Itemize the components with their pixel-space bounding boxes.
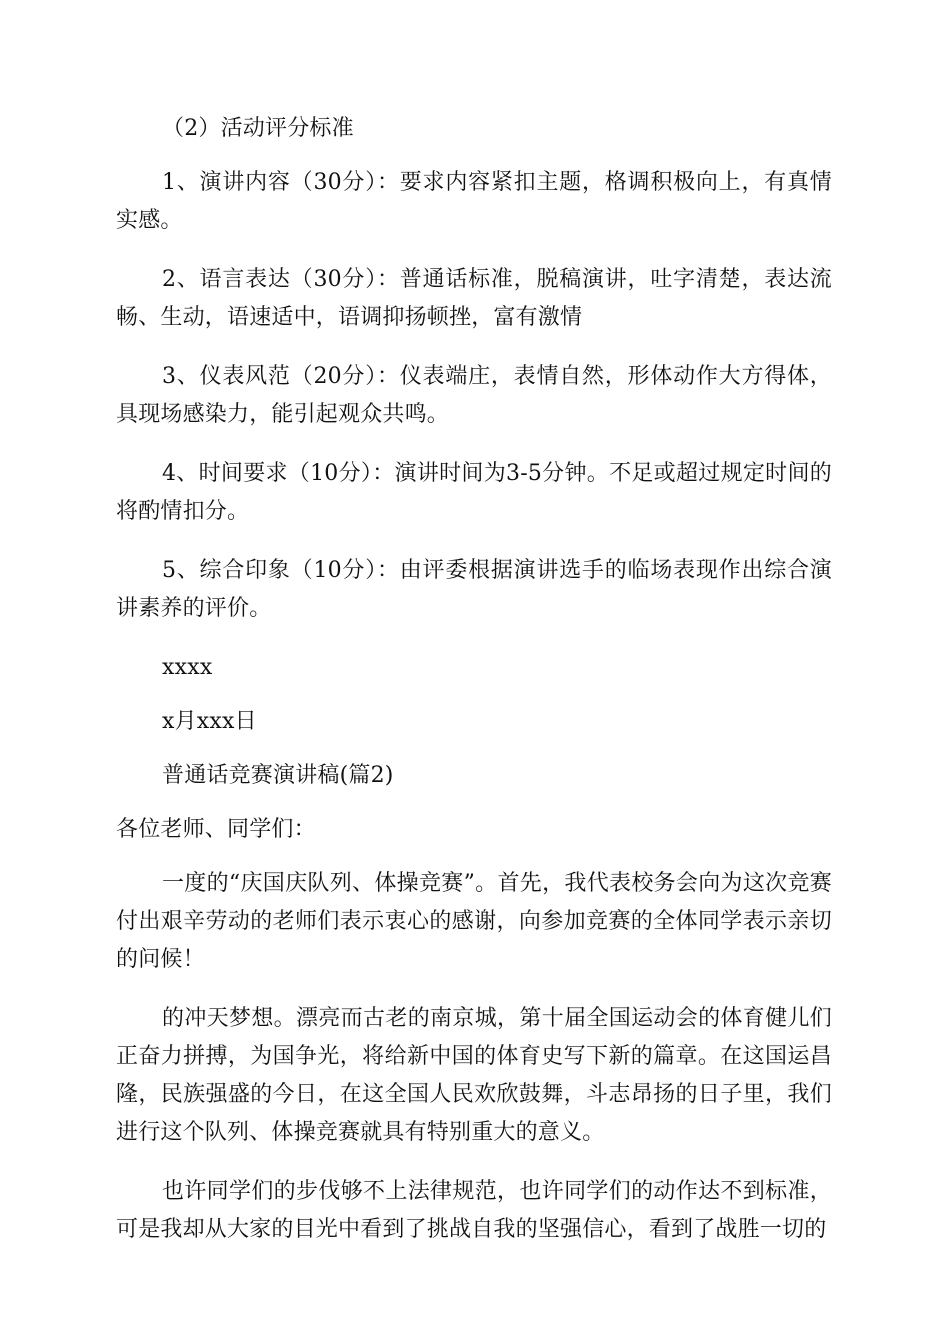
scoring-item-appearance: 3、仪表风范（20分）：仪表端庄，表情自然，形体动作大方得体，具现场感染力，能引起观众共鸣。 <box>116 364 832 427</box>
section-heading-scoring-standard: （2）活动评分标准 <box>162 116 354 141</box>
signature-date: x月xxx日 <box>162 709 257 734</box>
speech-title: 普通话竞赛演讲稿(篇2) <box>162 763 394 788</box>
scoring-item-time: 4、时间要求（10分）：演讲时间为3-5分钟。不足或超过规定时间的将酌情扣分。 <box>116 461 832 524</box>
scoring-item-overall: 5、综合印象（10分）：由评委根据演讲选手的临场表现作出综合演讲素养的评价。 <box>116 558 832 621</box>
speech-greeting: 各位老师、同学们： <box>116 817 316 842</box>
scoring-item-content: 1、演讲内容（30分）：要求内容紧扣主题，格调积极向上，有真情实感。 <box>116 170 832 233</box>
speech-paragraph-3: 也许同学们的步伐够不上法律规范，也许同学们的动作达不到标准，可是我却从大家的目光中看到了挑战自我的坚强信心，看到了战胜一切的 <box>116 1179 832 1242</box>
scoring-item-language: 2、语言表达（30分）：普通话标准，脱稿演讲，吐字清楚，表达流畅、生动，语速适中，语调抑扬顿挫，富有激情 <box>116 267 832 330</box>
signature-name: xxxx <box>162 655 213 680</box>
speech-paragraph-1: 一度的“庆国庆队列、体操竞赛”。首先，我代表校务会向为这次竞赛付出艰辛劳动的老师们表示衷心的感谢，向参加竞赛的全体同学表示亲切的问候！ <box>116 871 832 972</box>
document-body <box>116 110 832 1270</box>
speech-paragraph-2: 的冲天梦想。漂亮而古老的南京城，第十届全国运动会的体育健儿们正奋力拼搏，为国争光，将给新中国的体育史写下新的篇章。在这国运昌隆，民族强盛的今日，在这全国人民欢欣鼓舞，斗志昂扬的日子里，我们进行这个队列、体操竞赛就具有特别重大的意义。 <box>116 1006 832 1145</box>
